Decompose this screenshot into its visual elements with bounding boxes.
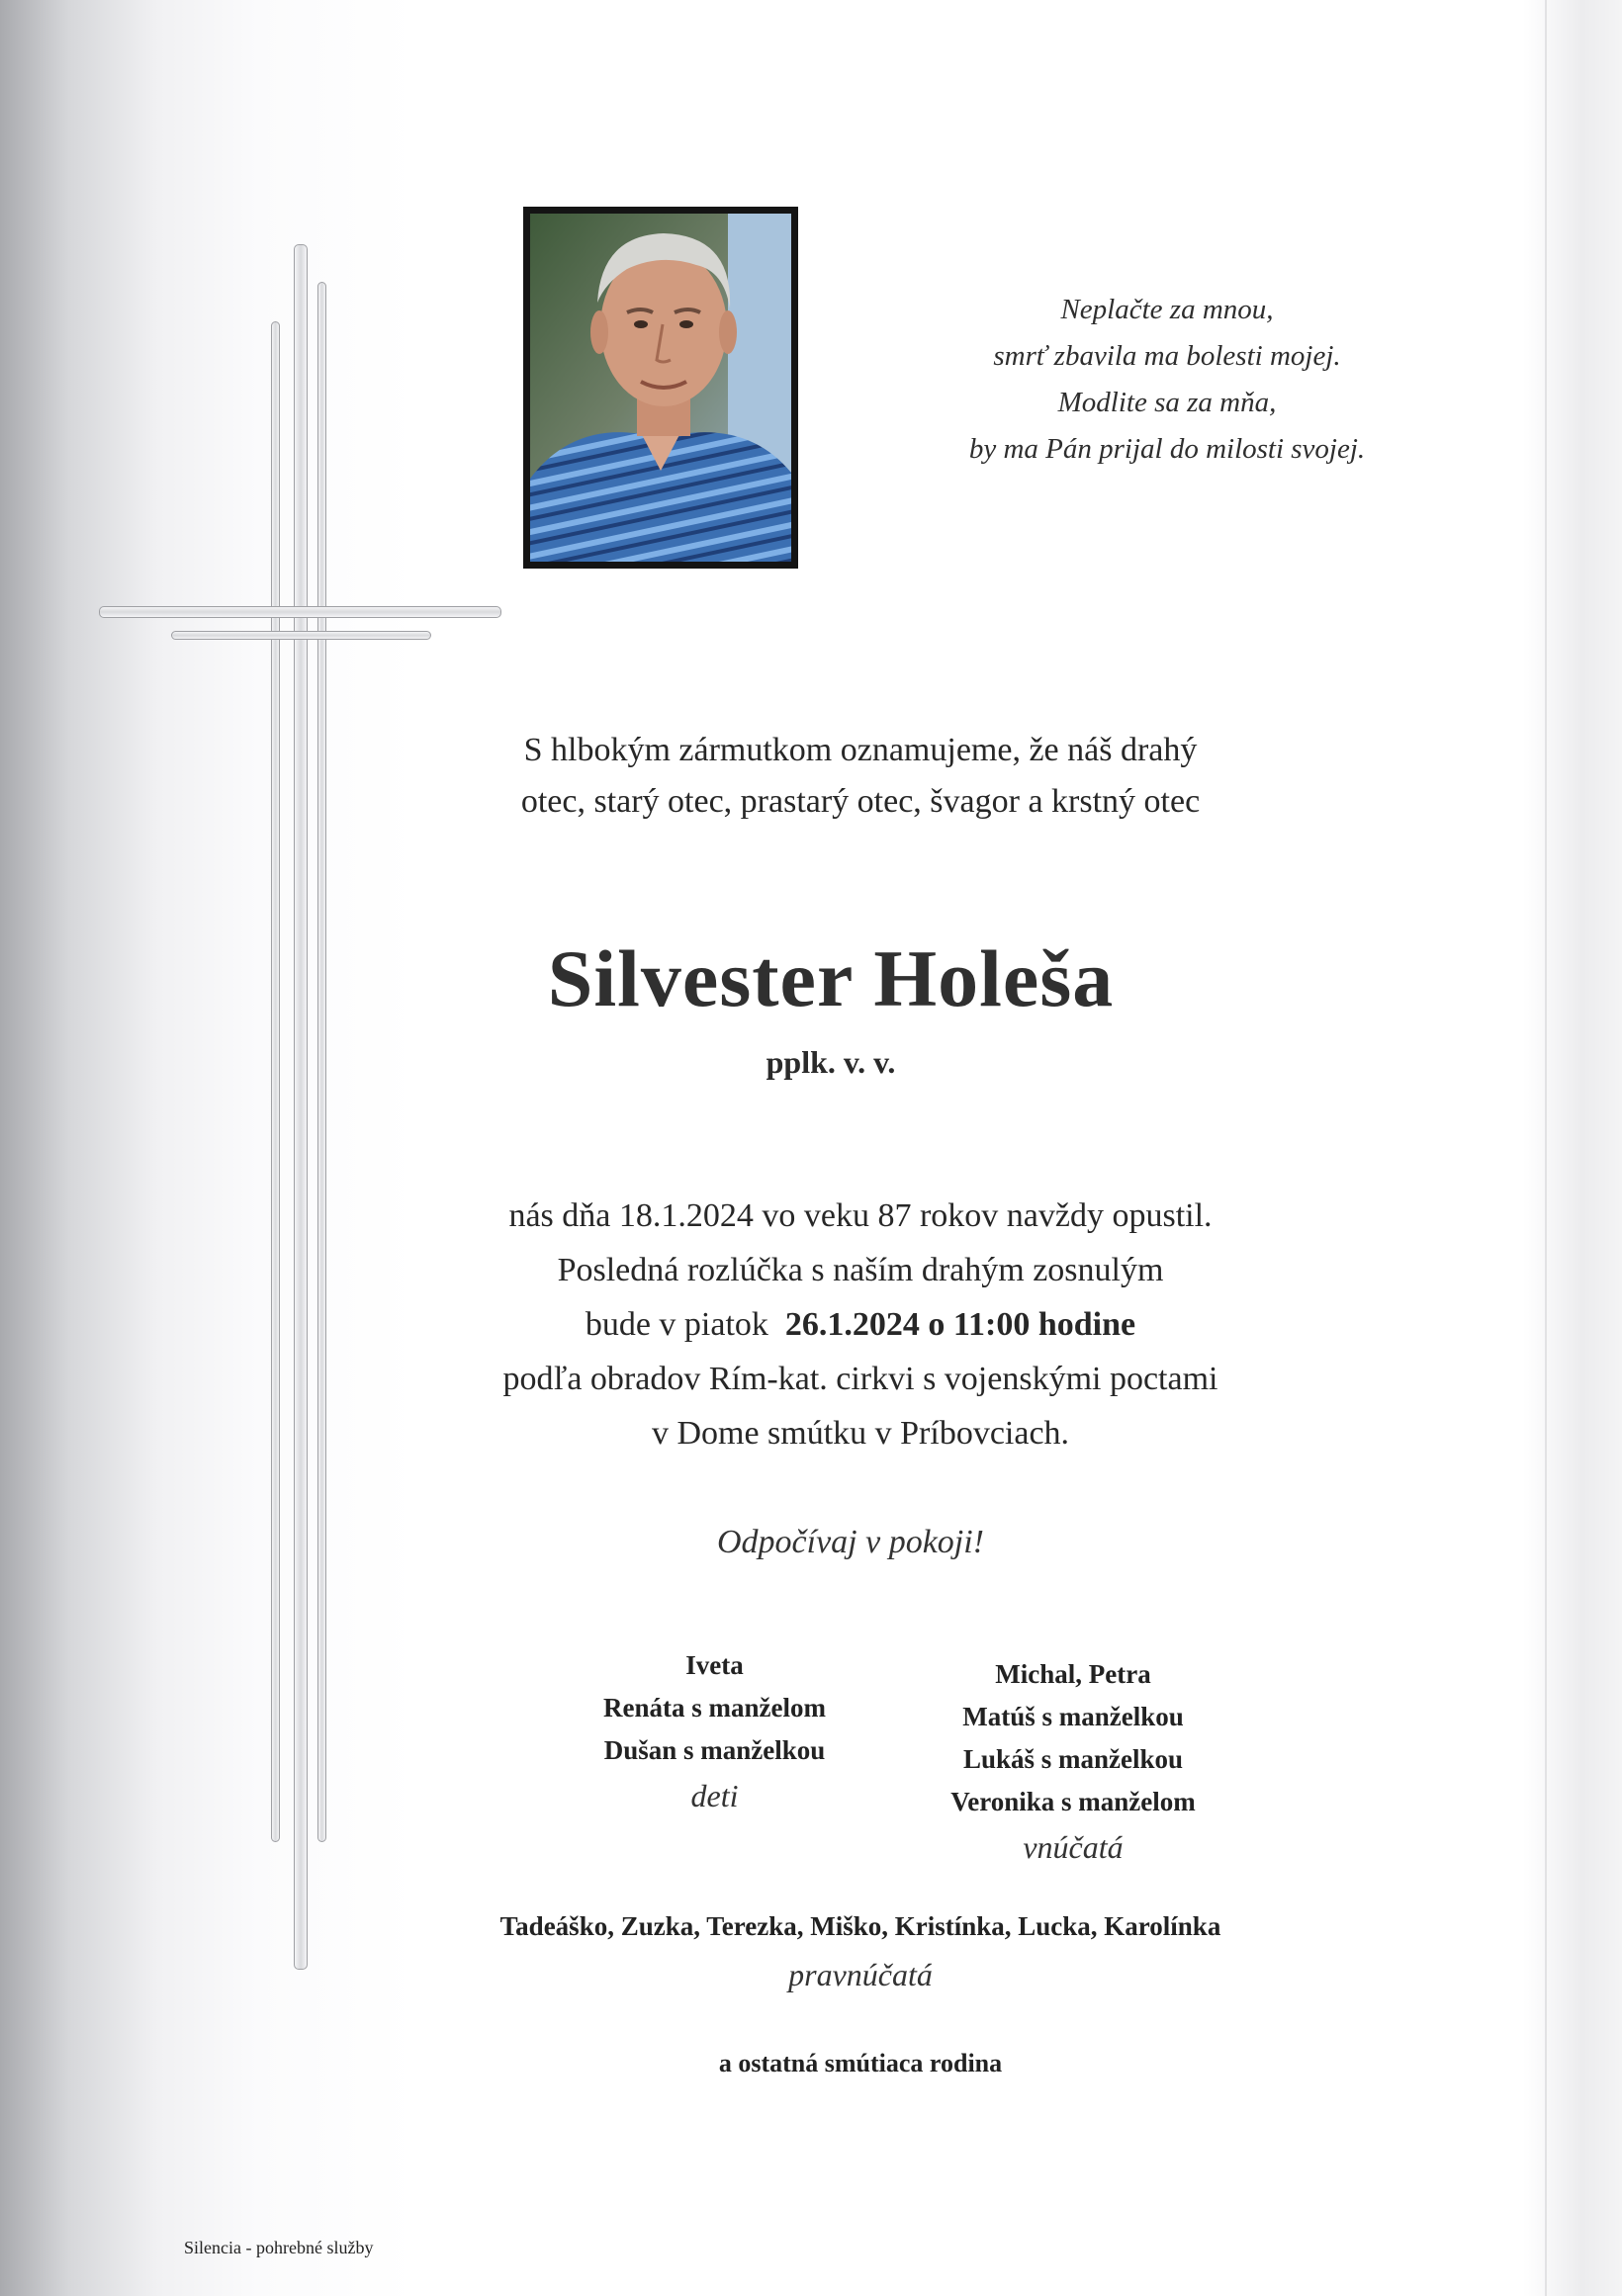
page-edge [1545,0,1547,2296]
poem [890,287,1444,473]
funeral-date-time: 26.1.2024 o 11:00 hodine [784,1306,1136,1343]
funeral-date-line [435,1297,1286,1352]
grandchildren-list [895,1653,1251,1870]
portrait-image [530,214,791,562]
portrait-photo [523,207,798,569]
poem-line: by ma Pán prijal do milosti svojej. [968,433,1366,465]
poem-line: Modlite sa za mňa, [1057,387,1277,418]
deceased-rank: pplk. v. v. [766,1044,896,1080]
deceased-name: Silvester Holeša [547,933,1115,1023]
ceremony-line: podľa obradov Rím-kat. cirkvi s vojenskými poctami [502,1361,1218,1397]
list-item: Dušan s manželkou [603,1735,826,1765]
children-relation: deti [690,1778,739,1813]
list-item: Michal, Petra [995,1659,1151,1689]
intro-line: S hlbokým zármutkom oznamujeme, že náš drahý [523,732,1198,768]
farewell-line: Posledná rozlúčka s naším drahým zosnulým [557,1252,1164,1288]
great-grandchildren-relation: pravnúčatá [788,1957,933,1992]
great-grandchildren-names: Tadeáško, Zuzka, Terezka, Miško, Kristínka, Lucka, Karolínka [499,1911,1221,1941]
grandchildren-relation: vnúčatá [1023,1829,1124,1865]
death-date-line: nás dňa 18.1.2024 vo veku 87 rokov navždy opustil. [508,1197,1213,1234]
rest-in-peace: Odpočívaj v pokoji! [716,1524,985,1560]
list-item: Iveta [685,1650,744,1680]
footer-company: Silencia - pohrebné služby [184,2238,374,2257]
announcement-intro [435,725,1286,828]
list-item: Lukáš s manželkou [962,1744,1184,1774]
family-line: a ostatná smútiaca rodina [718,2049,1003,2077]
funeral-details [435,1189,1286,1460]
poem-line: smrť zbavila ma bolesti mojej. [993,340,1341,372]
list-item: Matúš s manželkou [962,1702,1184,1731]
intro-line: otec, starý otec, prastarý otec, švagor a krstný otec [520,783,1201,820]
funeral-date-prefix: bude v piatok [585,1306,768,1343]
poem-line: Neplačte za mnou, [1060,294,1274,325]
list-item: Renáta s manželom [603,1693,826,1722]
children-list [554,1644,875,1818]
location-line: v Dome smútku v Príbovciach. [651,1415,1070,1452]
list-item: Veronika s manželom [950,1787,1196,1816]
